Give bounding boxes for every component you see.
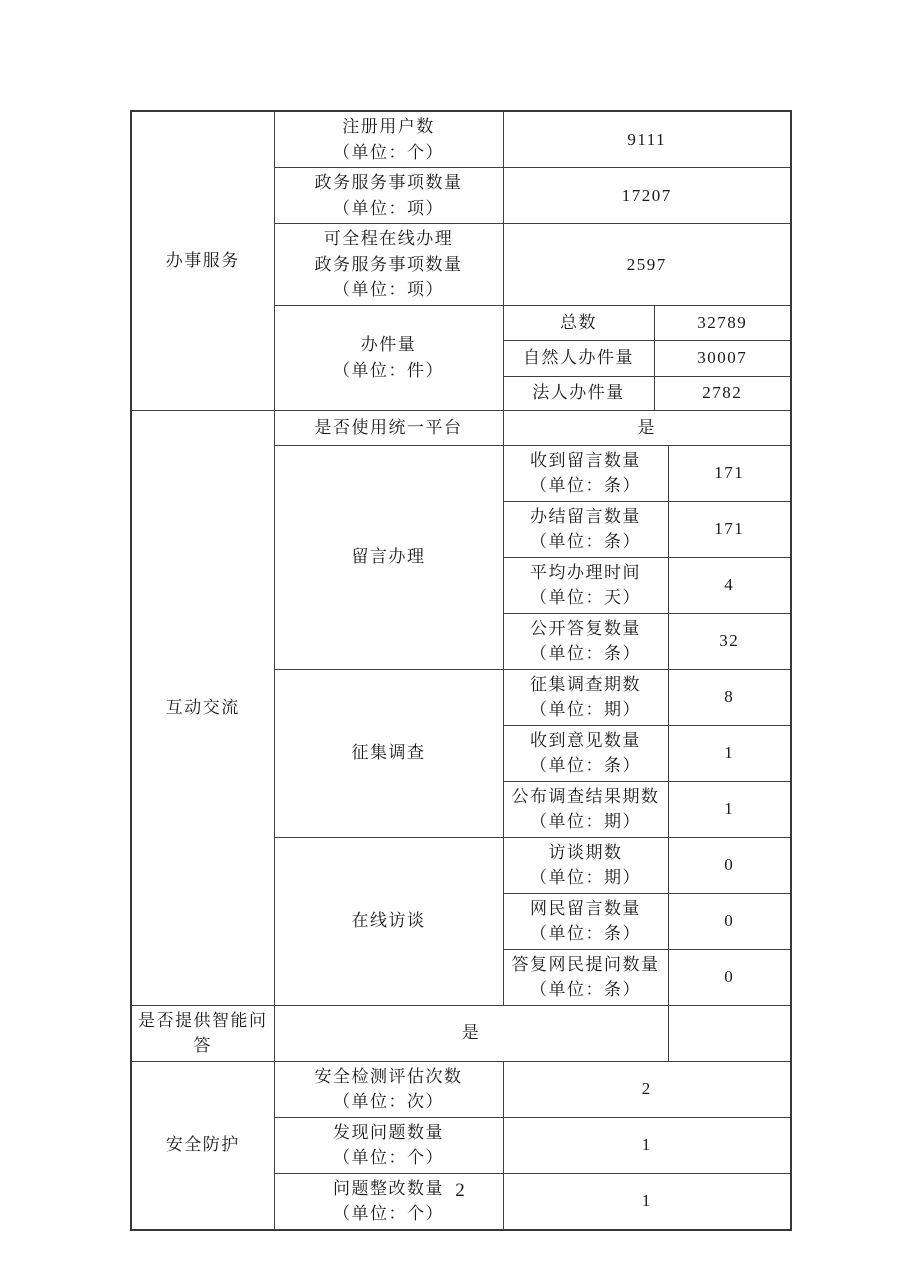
sub-name: 网民留言数量 bbox=[530, 898, 641, 918]
sub-name: 访谈期数 bbox=[548, 842, 623, 862]
item-unit: （单位：个） bbox=[333, 1204, 444, 1223]
value-messages-received: 171 bbox=[668, 445, 791, 501]
sublabel-avg-handling-time bbox=[503, 557, 668, 613]
item-registered-users bbox=[274, 111, 503, 168]
group-unit: （单位：件） bbox=[333, 360, 444, 380]
sublabel-volume-legal-person: 法人办件量 bbox=[503, 376, 654, 410]
item-unit: （单位：个） bbox=[333, 142, 444, 162]
item-name: 注册用户数 bbox=[342, 117, 435, 136]
item-smart-qa: 是否提供智能问答 bbox=[131, 1005, 274, 1061]
sub-unit: （单位：条） bbox=[530, 756, 641, 775]
value-problems-found: 1 bbox=[503, 1117, 791, 1173]
sub-name: 征集调查期数 bbox=[530, 674, 641, 694]
item-unified-platform: 是否使用统一平台 bbox=[274, 410, 503, 445]
sublabel-volume-natural-person: 自然人办件量 bbox=[503, 340, 654, 376]
sub-unit: （单位：条） bbox=[530, 532, 641, 551]
sub-name: 办结留言数量 bbox=[530, 506, 641, 526]
sublabel-messages-received bbox=[503, 445, 668, 501]
group-label-message-handling: 留言办理 bbox=[274, 445, 503, 669]
value-avg-handling-time: 4 bbox=[668, 557, 791, 613]
value-interview-sessions: 0 bbox=[668, 837, 791, 893]
sub-unit: （单位：条） bbox=[530, 476, 641, 495]
value-volume-legal-person: 2782 bbox=[654, 376, 791, 410]
value-problems-rectified: 1 bbox=[503, 1173, 791, 1230]
item-service-items bbox=[274, 168, 503, 224]
sub-unit: （单位：条） bbox=[530, 924, 641, 943]
item-name-line2: 政务服务事项数量 bbox=[314, 254, 463, 274]
item-unit: （单位：次） bbox=[333, 1092, 444, 1111]
sublabel-survey-results-published bbox=[503, 781, 668, 837]
section-label-interaction: 互动交流 bbox=[131, 410, 274, 1005]
row-registered-users bbox=[131, 111, 791, 168]
sub-unit: （单位：条） bbox=[530, 980, 641, 999]
value-messages-resolved: 171 bbox=[668, 501, 791, 557]
section-label-service: 办事服务 bbox=[131, 111, 274, 410]
value-survey-issues: 8 bbox=[668, 669, 791, 725]
item-unit: （单位：个） bbox=[333, 1148, 444, 1167]
item-security-assessments bbox=[274, 1061, 503, 1117]
item-unit: （单位：项） bbox=[333, 280, 444, 299]
sublabel-public-replies bbox=[503, 613, 668, 669]
value-smart-qa: 是 bbox=[274, 1005, 668, 1061]
value-security-assessments: 2 bbox=[503, 1061, 791, 1117]
row-security-assessments bbox=[131, 1061, 791, 1117]
sublabel-opinions-received bbox=[503, 725, 668, 781]
sub-unit: （单位：条） bbox=[530, 644, 641, 663]
sub-unit: （单位：天） bbox=[530, 588, 641, 607]
row-smart-qa bbox=[131, 1005, 791, 1061]
value-netizen-messages: 0 bbox=[668, 893, 791, 949]
value-public-replies: 32 bbox=[668, 613, 791, 669]
value-netizen-questions-answered: 0 bbox=[668, 949, 791, 1005]
value-volume-total: 32789 bbox=[654, 305, 791, 340]
sub-name: 答复网民提问数量 bbox=[511, 954, 660, 974]
item-problems-found bbox=[274, 1117, 503, 1173]
value-opinions-received: 1 bbox=[668, 725, 791, 781]
value-service-items: 17207 bbox=[503, 168, 791, 224]
item-name-line1: 可全程在线办理 bbox=[323, 229, 454, 248]
sub-name: 公布调查结果期数 bbox=[511, 786, 660, 806]
sublabel-netizen-questions-answered bbox=[503, 949, 668, 1005]
value-volume-natural-person: 30007 bbox=[654, 340, 791, 376]
group-label-survey: 征集调查 bbox=[274, 669, 503, 837]
value-registered-users: 9111 bbox=[503, 111, 791, 168]
row-unified-platform bbox=[131, 410, 791, 445]
sub-unit: （单位：期） bbox=[530, 868, 641, 887]
value-unified-platform: 是 bbox=[503, 410, 791, 445]
item-name: 政务服务事项数量 bbox=[314, 173, 463, 192]
section-label-security: 安全防护 bbox=[131, 1061, 274, 1230]
sublabel-interview-sessions bbox=[503, 837, 668, 893]
value-survey-results-published: 1 bbox=[668, 781, 791, 837]
sub-name: 公开答复数量 bbox=[530, 618, 641, 638]
sub-name: 平均办理时间 bbox=[530, 562, 641, 582]
item-name: 发现问题数量 bbox=[333, 1122, 444, 1142]
item-online-service-items bbox=[274, 224, 503, 306]
sub-name: 收到意见数量 bbox=[530, 730, 641, 750]
group-name: 办件量 bbox=[360, 335, 417, 354]
group-label-online-interview: 在线访谈 bbox=[274, 837, 503, 1005]
page-number: 2 bbox=[455, 1180, 465, 1201]
sublabel-netizen-messages bbox=[503, 893, 668, 949]
item-unit: （单位：项） bbox=[333, 198, 444, 218]
value-online-service-items: 2597 bbox=[503, 224, 791, 306]
item-name: 安全检测评估次数 bbox=[314, 1066, 463, 1086]
item-name: 问题整改数量 bbox=[333, 1178, 444, 1198]
sublabel-messages-resolved bbox=[503, 501, 668, 557]
sublabel-survey-issues bbox=[503, 669, 668, 725]
sub-unit: （单位：期） bbox=[530, 812, 641, 831]
sub-unit: （单位：期） bbox=[530, 700, 641, 719]
report-table bbox=[130, 110, 792, 1231]
sub-name: 收到留言数量 bbox=[530, 450, 641, 470]
group-label-volume bbox=[274, 305, 503, 410]
sublabel-volume-total: 总数 bbox=[503, 305, 654, 340]
